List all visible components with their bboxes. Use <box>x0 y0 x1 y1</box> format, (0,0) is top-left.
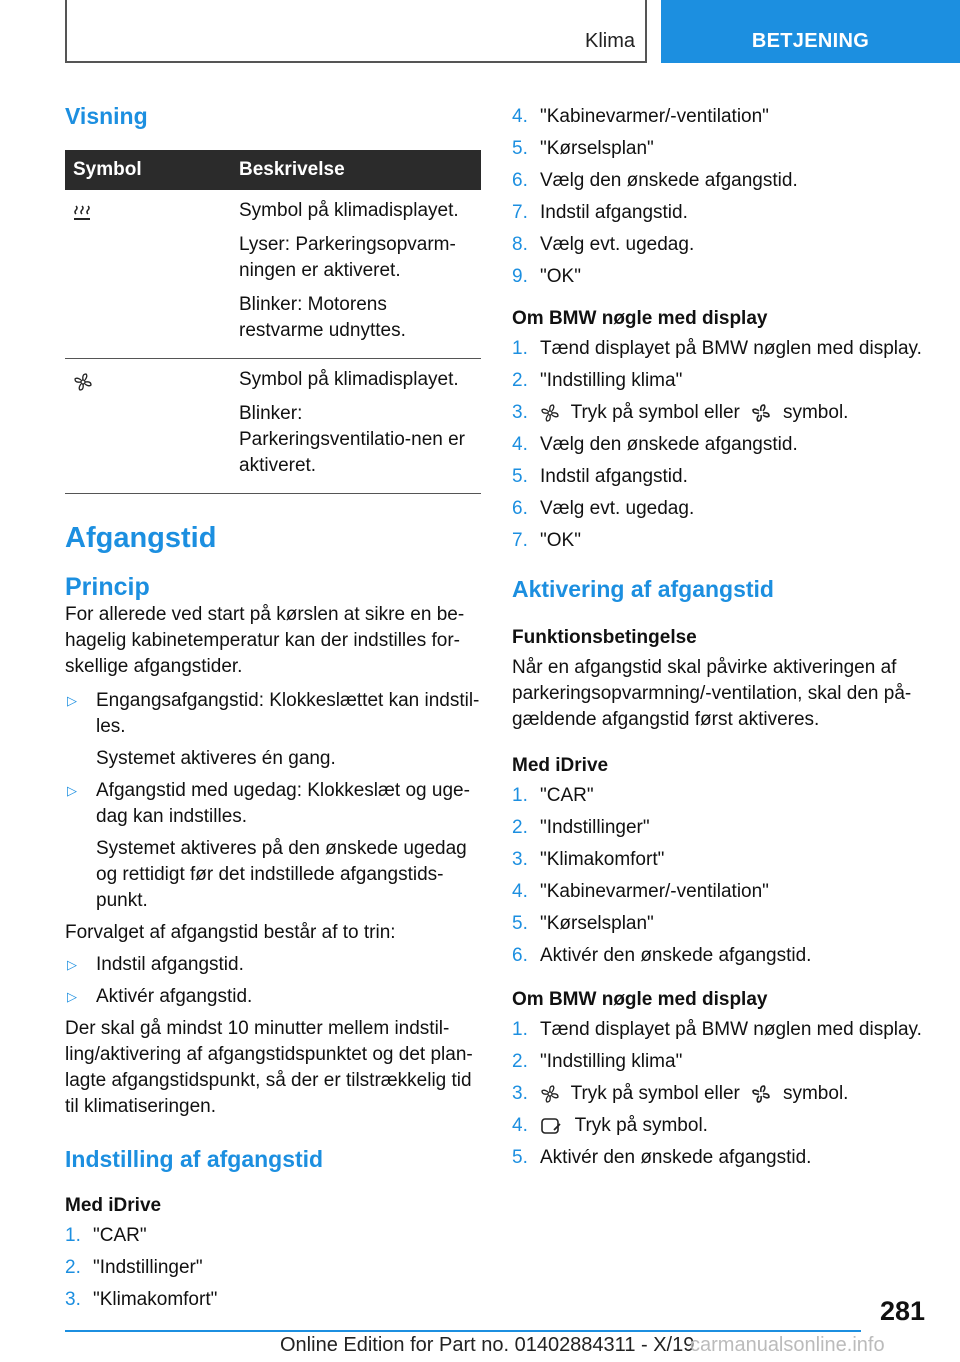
list-item <box>512 168 942 194</box>
princip-text: For allerede ved start på kørslen at sikre en be-hagelig kabinetemperatur kan der indstilles for-skellige afgangstider. <box>65 604 465 677</box>
list-item <box>512 1017 942 1043</box>
list-item <box>512 911 942 937</box>
bullet-main: Engangsafgangstid: Klokkeslættet kan indstil-les. <box>96 690 480 737</box>
step-number: 9. <box>512 266 528 287</box>
list-item <box>65 778 481 914</box>
list-item <box>512 783 942 809</box>
med-idrive-label: Med iDrive <box>65 1195 162 1216</box>
header-frame <box>65 0 647 63</box>
list-item <box>512 264 942 290</box>
bullet-triangle-icon: ▷ <box>67 989 77 1004</box>
step-text: "Klimakomfort" <box>540 849 665 870</box>
symbol-table <box>65 150 481 494</box>
list-item <box>512 400 942 426</box>
row2-line2: Blinker: Parkeringsventilatio-nen er aktiveret. <box>239 403 466 476</box>
fan-icon <box>73 372 93 392</box>
step-text: Tænd displayet på BMW nøglen med display. <box>540 1019 922 1040</box>
edition-text: Online Edition for Part no. 01402884311 - X/19 <box>280 1334 695 1356</box>
list-item <box>512 1081 942 1107</box>
aktivering-heading: Aktivering af afgangstid <box>512 576 774 602</box>
step-text: "CAR" <box>540 785 594 806</box>
step-number: 1. <box>512 338 528 359</box>
step-number: 5. <box>512 138 528 159</box>
step-text: "Kørselsplan" <box>540 913 654 934</box>
step-text: "Klimakomfort" <box>93 1289 218 1310</box>
step-text <box>540 1081 848 1107</box>
step-text: Vælg den ønskede afgangstid. <box>540 170 798 191</box>
bullet-main: Afgangstid med ugedag: Klokkeslæt og uge-dag kan indstilles. <box>96 780 470 827</box>
step-text: "Indstilling klima" <box>540 370 683 391</box>
step-number: 7. <box>512 530 528 551</box>
step-number: 1. <box>512 1019 528 1040</box>
step-number: 8. <box>512 234 528 255</box>
list-item <box>512 1049 942 1075</box>
step-text: "CAR" <box>93 1225 147 1246</box>
step-text: "OK" <box>540 530 581 551</box>
list-item <box>65 1223 481 1249</box>
key-display-heading: Om BMW nøgle med display <box>512 989 768 1010</box>
list-item <box>512 368 942 394</box>
step-number: 4. <box>512 106 528 127</box>
step-text: Aktivér den ønskede afgangstid. <box>540 1147 812 1168</box>
step-number: 3. <box>512 1083 528 1104</box>
step-number: 3. <box>65 1289 81 1310</box>
table-row <box>65 359 481 494</box>
row1-line2: Lyser: Parkeringsopvarm-ningen er aktiveret. <box>239 234 456 281</box>
step-text: Indstil afgangstid. <box>540 466 688 487</box>
step-number: 5. <box>512 913 528 934</box>
watermark: carmanualsonline.info <box>690 1334 885 1356</box>
list-item <box>512 496 942 522</box>
bullet-triangle-icon: ▷ <box>67 783 77 798</box>
list-item <box>65 1287 481 1313</box>
row1-line3: Blinker: Motorens restvarme udnyttes. <box>239 294 406 341</box>
princip-heading: Princip <box>65 573 150 601</box>
step-text: "Kabinevarmer/-ventilation" <box>540 106 769 127</box>
right-column <box>512 104 942 1177</box>
step-number: 5. <box>512 1147 528 1168</box>
list-item <box>512 943 942 969</box>
step-text-a: Tryk på symbol. <box>574 1115 708 1136</box>
afgangstid-heading: Afgangstid <box>65 522 217 554</box>
visning-heading: Visning <box>65 103 148 129</box>
step-number: 2. <box>65 1257 81 1278</box>
list-item <box>512 1113 942 1139</box>
step-number: 6. <box>512 945 528 966</box>
timer-edit-icon <box>540 1116 564 1136</box>
step-text <box>540 400 848 426</box>
list-item <box>512 336 942 362</box>
step-text: Vælg den ønskede afgangstid. <box>540 434 798 455</box>
list-item <box>65 952 481 978</box>
indstilling-heading: Indstilling af afgangstid <box>65 1146 324 1172</box>
step-number: 1. <box>65 1225 81 1246</box>
step-text: Tænd displayet på BMW nøglen med display. <box>540 338 922 359</box>
footer-divider <box>65 1330 861 1332</box>
bullet-text: Indstil afgangstid. <box>96 954 244 975</box>
funktionsbetingelse-text: Når en afgangstid skal påvirke aktiveringen af parkeringsopvarmning/-ventilation, skal den på-gældende afgangstid først aktiveres. <box>512 657 912 730</box>
list-item <box>512 136 942 162</box>
fan-icon <box>540 403 560 423</box>
list-item <box>65 984 481 1010</box>
step-text: "Kabinevarmer/-ventilation" <box>540 881 769 902</box>
step-number: 4. <box>512 881 528 902</box>
step-number: 5. <box>512 466 528 487</box>
key-display-heading: Om BMW nøgle med display <box>512 308 768 329</box>
bullet-text: Aktivér afgangstid. <box>96 986 253 1007</box>
step-number: 6. <box>512 498 528 519</box>
step-text: Aktivér den ønskede afgangstid. <box>540 945 812 966</box>
step-text-a: Tryk på symbol eller <box>570 402 740 423</box>
list-item <box>512 528 942 554</box>
step-text: Indstil afgangstid. <box>540 202 688 223</box>
row2-line1: Symbol på klimadisplayet. <box>239 369 459 390</box>
min-interval-text: Der skal gå mindst 10 minutter mellem indstil-ling/aktivering af afgangstidspunktet og det plan-lagte afgangstidspunkt, så der er tilstrækkelig tid til klimatiseringen. <box>65 1018 473 1117</box>
list-item <box>512 104 942 130</box>
step-number: 1. <box>512 785 528 806</box>
fan-heat-icon <box>750 403 772 423</box>
left-column <box>65 103 481 1319</box>
bullet-sub: Systemet aktiveres én gang. <box>96 748 336 769</box>
fan-heat-icon <box>750 1084 772 1104</box>
step-text-a: Tryk på symbol eller <box>570 1083 740 1104</box>
step-text: "OK" <box>540 266 581 287</box>
col-header-symbol: Symbol <box>65 150 231 190</box>
step-text: "Indstillinger" <box>540 817 650 838</box>
step-number: 2. <box>512 817 528 838</box>
step-number: 4. <box>512 1115 528 1136</box>
step-text: Vælg evt. ugedag. <box>540 498 695 519</box>
step-number: 6. <box>512 170 528 191</box>
step-number: 3. <box>512 402 528 423</box>
step-number: 4. <box>512 434 528 455</box>
step-text: "Indstillinger" <box>93 1257 203 1278</box>
step-text <box>540 1113 708 1139</box>
section-tab: BETJENING <box>661 0 960 63</box>
step-number: 3. <box>512 849 528 870</box>
step-text: "Kørselsplan" <box>540 138 654 159</box>
step-text: Vælg evt. ugedag. <box>540 234 695 255</box>
step-number: 7. <box>512 202 528 223</box>
list-item <box>512 232 942 258</box>
list-item <box>512 847 942 873</box>
bullet-triangle-icon: ▷ <box>67 957 77 972</box>
chapter-title: Klima <box>584 30 635 52</box>
step-text: "Indstilling klima" <box>540 1051 683 1072</box>
bullet-sub: Systemet aktiveres på den ønskede ugedag og rettidigt før det indstillede afgangstids-punkt. <box>96 838 467 911</box>
step-text-b: symbol. <box>782 1083 849 1104</box>
heater-icon <box>73 204 91 222</box>
forvalget-text: Forvalget af afgangstid består af to trin: <box>65 922 396 943</box>
row1-line1: Symbol på klimadisplayet. <box>239 200 459 221</box>
bullet-triangle-icon: ▷ <box>67 693 77 708</box>
step-number: 2. <box>512 1051 528 1072</box>
list-item <box>512 432 942 458</box>
list-item <box>512 815 942 841</box>
col-header-description: Beskrivelse <box>231 150 481 190</box>
list-item <box>65 688 481 772</box>
table-row <box>65 190 481 359</box>
list-item <box>512 1145 942 1171</box>
list-item <box>512 464 942 490</box>
funktionsbetingelse-heading: Funktionsbetingelse <box>512 627 697 648</box>
list-item <box>512 200 942 226</box>
step-text-b: symbol. <box>782 402 849 423</box>
med-idrive-label: Med iDrive <box>512 755 609 776</box>
step-number: 2. <box>512 370 528 391</box>
list-item <box>65 1255 481 1281</box>
page-number: 281 <box>879 1296 925 1326</box>
fan-icon <box>540 1084 560 1104</box>
list-item <box>512 879 942 905</box>
